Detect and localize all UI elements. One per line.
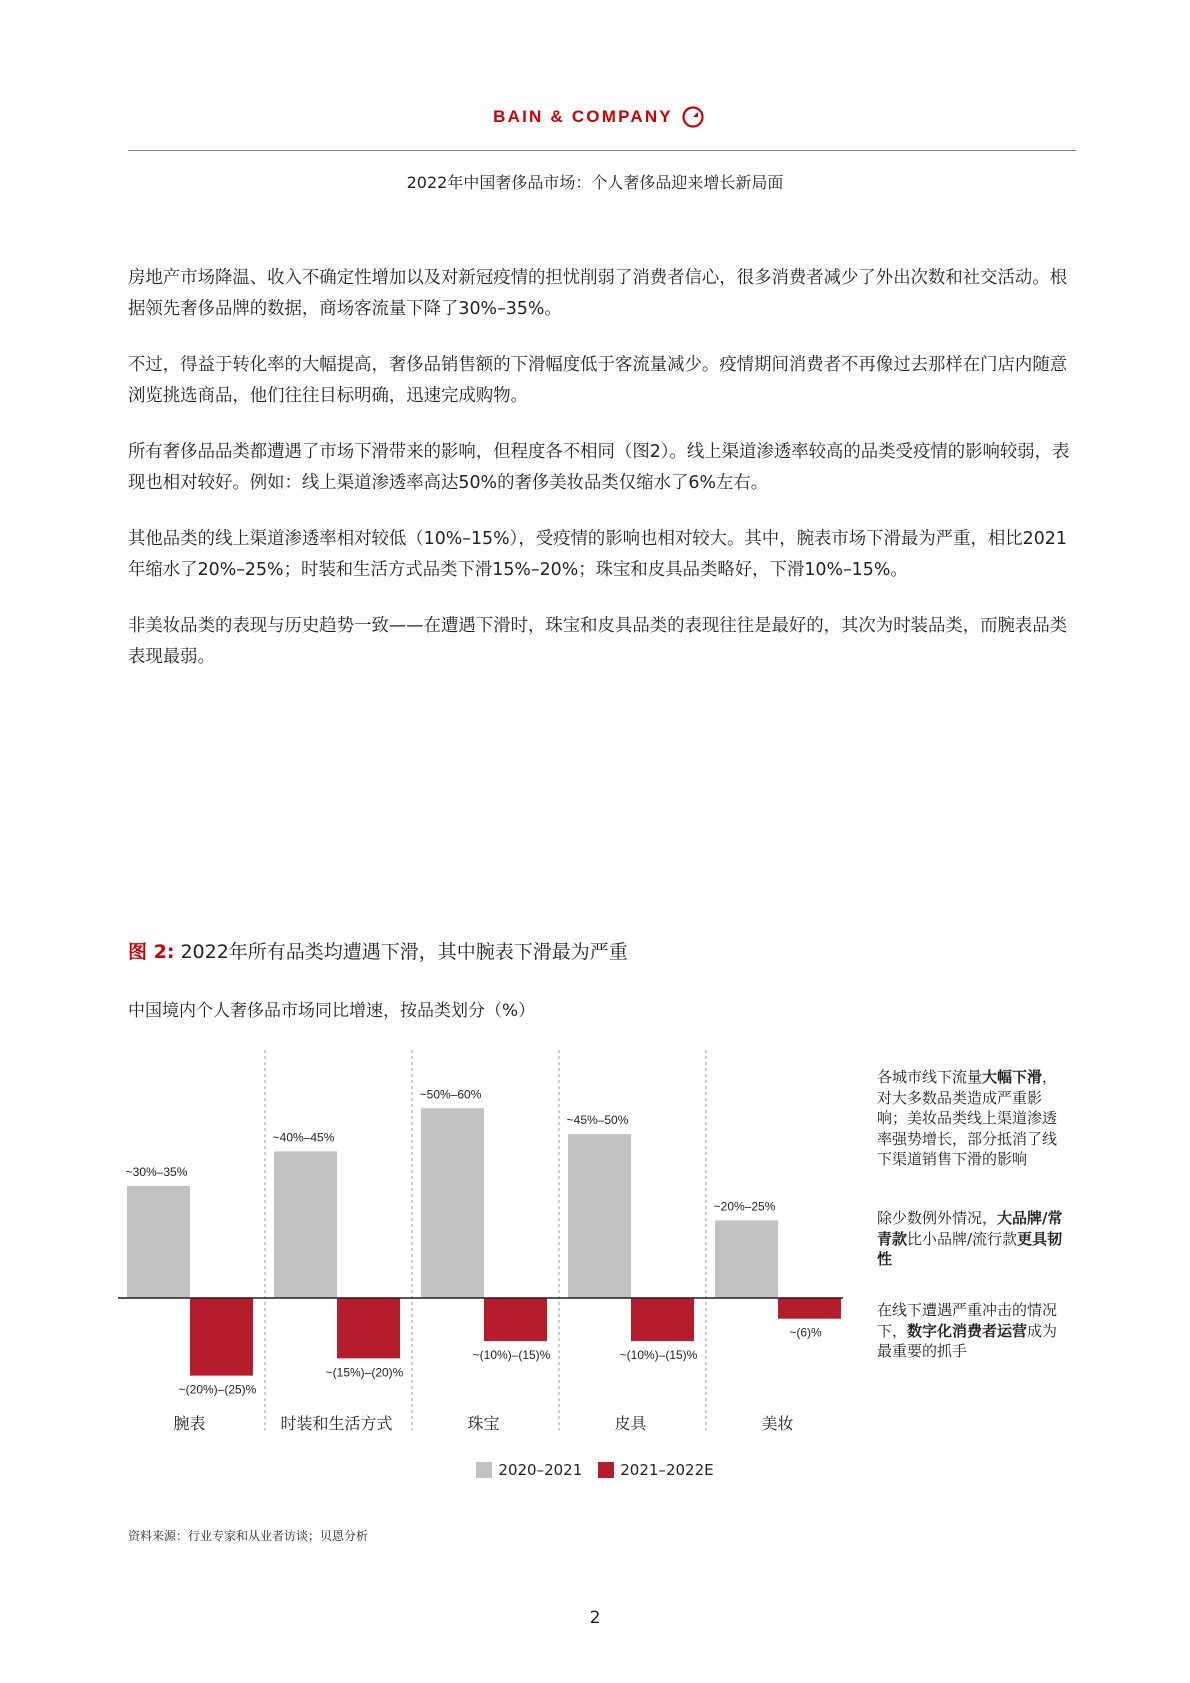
page-number: 2 [589,1608,601,1628]
legend-label-2020-2021: 2020–2021 [498,1461,583,1479]
data-label-2020-2021: ~30%–35% [125,1164,188,1179]
note-2-bold-b: 更具韧性 [877,1229,1063,1268]
data-label-2021-2022e: ~(15%)–(20)% [325,1365,404,1380]
paragraph-3: 所有奢侈品品类都遭遇了市场下滑带来的影响，但程度各不相同（图2）。线上渠道渗透率较高的品类受疫情的影响较弱，表现也相对较好。例如：线上渠道渗透率高达50%的奢侈美妆品类仅缩水了6%左右。 [128,442,1070,493]
bar-2021-2022e [778,1298,841,1319]
brand-name: BAIN & COMPANY [493,107,673,126]
bar-chart [110,1040,870,1460]
legend-swatch-grey [476,1462,492,1478]
brand-logo [0,104,1190,130]
legend-item-2020-2021 [476,1461,582,1479]
paragraph-4: 其他品类的线上渠道渗透率相对较低（10%–15%），受疫情的影响也相对较大。其中，腕表市场下滑最为严重，相比2021年缩水了20%–25%；时装和生活方式品类下滑15%–20%；珠宝和皮具品类略好，下滑10%–15%。 [128,529,1067,580]
note-2-text-b: 比小品牌/流行款 [907,1229,1018,1248]
note-3-text-a: 在线下遭遇严重冲击的情况下， [877,1301,1058,1340]
source-note: 资料来源：行业专家和从业者访谈；贝恩分析 [128,1529,369,1543]
bar-2021-2022e [631,1298,694,1341]
legend-label-2021-2022e: 2021–2022E [620,1461,714,1479]
note-1-bold: 大幅下滑 [982,1068,1043,1086]
paragraph-5: 非美妆品类的表现与历史趋势一致——在遭遇下滑时，珠宝和皮具品类的表现往往是最好的，其次为时装品类，而腕表品类表现最弱。 [128,616,1068,667]
note-1-text-a: 各城市线下流量 [877,1068,983,1086]
data-label-2021-2022e: ~(10%)–(15)% [619,1348,698,1363]
bar-2020-2021 [568,1134,631,1298]
bar-2020-2021 [715,1220,778,1298]
bar-2021-2022e [484,1298,547,1341]
data-label-2020-2021: ~20%–25% [713,1199,776,1214]
data-label-2021-2022e: ~(10%)–(15)% [472,1348,551,1363]
legend-swatch-red [598,1462,614,1478]
paragraph-2: 不过，得益于转化率的大幅提高，奢侈品销售额的下滑幅度低于客流量减少。疫情期间消费者不再像过去那样在门店内随意浏览挑选商品，他们往往目标明确，迅速完成购物。 [128,355,1068,406]
category-label: 珠宝 [467,1414,500,1433]
chart-legend [0,1461,1190,1479]
bar-2021-2022e [190,1298,253,1376]
figure-title-text: 2022年所有品类均遭遇下滑，其中腕表下滑最为严重 [180,941,628,963]
figure-label: 图 2: [128,941,175,963]
header-divider [128,150,1076,151]
chart-subtitle: 中国境内个人奢侈品市场同比增速，按品类划分（%） [128,1001,536,1021]
side-note-3 [877,1300,1067,1362]
data-label-2021-2022e: ~(20%)–(25)% [178,1382,257,1397]
bain-logo-icon [681,105,705,129]
bar-2021-2022e [337,1298,400,1358]
category-label: 时装和生活方式 [280,1414,393,1433]
note-3-bold: 数字化消费者运营 [907,1321,1028,1340]
document-title: 2022年中国奢侈品市场：个人奢侈品迎来增长新局面 [406,173,784,192]
figure-title [128,937,628,964]
side-note-2 [877,1208,1067,1270]
bar-2020-2021 [127,1186,190,1298]
note-1-text-b: ，对大多数品类造成严重影响；美妆品类线上渠道渗透率强势增长，部分抵消了线下渠道销售下滑的影响 [877,1068,1058,1168]
category-label: 美妆 [761,1414,794,1433]
bar-2020-2021 [421,1108,484,1298]
data-label-2020-2021: ~50%–60% [419,1087,482,1102]
category-label: 腕表 [173,1414,206,1433]
bar-2020-2021 [274,1151,337,1298]
paragraph-1: 房地产市场降温、收入不确定性增加以及对新冠疫情的担忧削弱了消费者信心，很多消费者减少了外出次数和社交活动。根据领先奢侈品牌的数据，商场客流量下降了30%–35%。 [128,268,1068,319]
note-3-text-b: 成为最重要的抓手 [877,1321,1058,1360]
note-2-bold-a: 大品牌/常青款 [877,1209,1063,1248]
side-note-1 [877,1067,1067,1170]
category-label: 皮具 [614,1414,647,1433]
legend-item-2021-2022e [598,1461,713,1479]
data-label-2020-2021: ~45%–50% [566,1113,629,1128]
data-label-2020-2021: ~40%–45% [272,1130,335,1145]
note-2-text-a: 除少数例外情况， [877,1209,998,1227]
data-label-2021-2022e: ~(6)% [789,1325,822,1340]
